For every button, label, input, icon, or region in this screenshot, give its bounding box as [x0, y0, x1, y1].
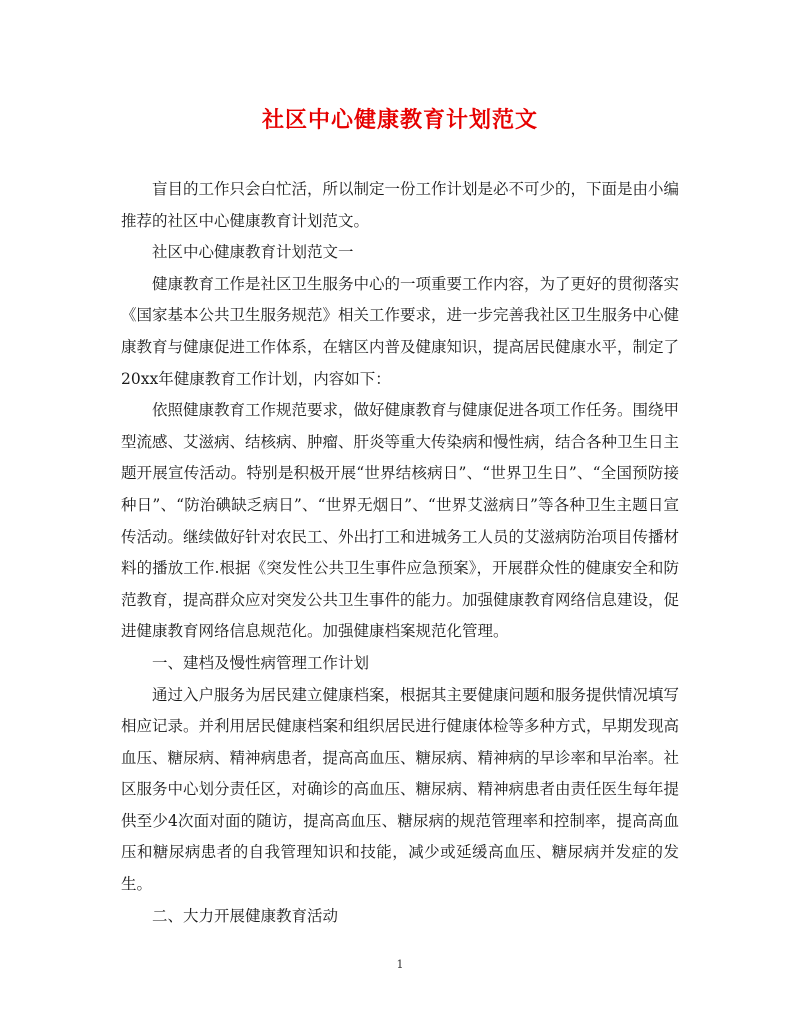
document-body [121, 174, 679, 932]
paragraph-heading-sample-one: 社区中心健康教育计划范文一 [152, 243, 354, 262]
section-heading-chronic-disease: 一、建档及慢性病管理工作计划 [152, 653, 370, 672]
section-heading-education-activities: 二、大力开展健康教育活动 [152, 906, 339, 925]
paragraph-overview: 健康教育工作是社区卫生服务中心的一项重要工作内容，为了更好的贯彻落实《国家基本公共卫生服务规范》相关工作要求，进一步完善我社区卫生服务中心健康教育与健康促进工作体系，在辖区内普及健康知识，提高居民健康水平，制定了20xx年健康教育工作计划，内容如下： [121, 274, 680, 388]
paragraph-chronic-disease: 通过入户服务为居民建立健康档案，根据其主要健康问题和服务提供情况填写相应记录。并利用居民健康档案和组织居民进行健康体检等多种方式，早期发现高血压、糖尿病、精神病患者，提高高血压、糖尿病、精神病的早诊率和早治率。社区服务中心划分责任区，对确诊的高血压、糖尿病、精神病患者由责任医生每年提供至少4次面对面的随访，提高高血压、糖尿病的规范管理率和控制率，提高高血压和糖尿病患者的自我管理知识和技能，减少或延缓高血压、糖尿病并发症的发生。 [121, 685, 680, 894]
document-title: 社区中心健康教育计划范文 [261, 107, 538, 133]
paragraph-intro: 盲目的工作只会白忙活，所以制定一份工作计划是必不可少的，下面是由小编推荐的社区中心健康教育计划范文。 [121, 180, 680, 230]
paragraph-health-education-tasks: 依照健康教育工作规范要求，做好健康教育与健康促进各项工作任务。围绕甲型流感、艾滋病、结核病、肿瘤、肝炎等重大传染病和慢性病，结合各种卫生日主题开展宣传活动。特别是积极开展“世界结核病日”、“世界卫生日”、“全国预防接种日”、“防治碘缺乏病日”、“世界无烟日”、“世界艾滋病日”等各种卫生主题日宣传活动。继续做好针对农民工、外出打工和进城务工人员的艾滋病防治项目传播材料的播放工作.根据《突发性公共卫生事件应急预案》，开展群众性的健康安全和防范教育，提高群众应对突发公共卫生事件的能力。加强健康教育网络信息建设，促进健康教育网络信息规范化。加强健康档案规范化管理。 [121, 401, 680, 641]
page-number: 1 [396, 958, 404, 971]
